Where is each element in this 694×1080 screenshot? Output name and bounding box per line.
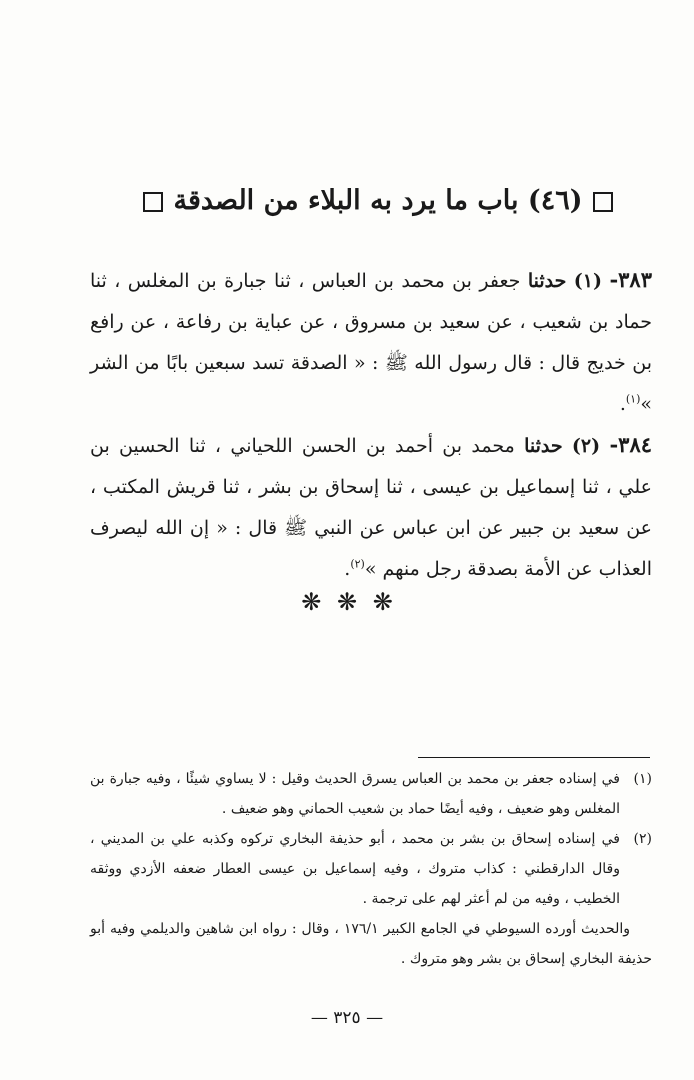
hadith-lead: حدثنا — [527, 270, 567, 292]
asterism-icon: ❋ — [336, 588, 358, 616]
section-separator — [200, 584, 494, 620]
hadith-number: ٣٨٣- — [609, 267, 652, 292]
hadith-lead: حدثنا — [524, 435, 563, 457]
hadith-text: جعفر بن محمد بن العباس ، ثنا جبارة بن المغلس ، ثنا حماد بن شعيب ، عن سعيد بن مسروق ، عن عباية بن رفاعة ، عن رافع بن خديج قال : قال رسول الله ﷺ : « الصدقة تسد سبعين بابًا من الشر » — [90, 270, 652, 415]
footnote-number: (٢) — [633, 831, 652, 847]
page-number: — ٣٢٥ — — [310, 1008, 384, 1028]
footnote-divider — [418, 757, 650, 758]
asterism-icon: ❋ — [372, 588, 393, 616]
hadith-end: . — [619, 393, 626, 415]
footnote-text: في إسناده إسحاق بن بشر بن محمد ، أبو حذيفة البخاري تركوه وكذبه علي بن المديني ، وقال الدارقطني : كذاب متروك ، وفيه إسماعيل بن عيسى العطار ضعفه الأزدي ووثقه الخطيب ، وفيه من لم أعثر لهم على ترجمة . — [90, 831, 620, 907]
footnote-2 — [90, 824, 652, 914]
hadith-sub-number: (١) — [573, 270, 602, 292]
hadith-text: محمد بن أحمد بن الحسن اللحياني ، ثنا الحسين بن علي ، ثنا إسماعيل بن عيسى ، ثنا إسحاق بن بشر ، ثنا قريش المكتب ، عن سعيد بن جبير عن ابن عباس عن النبي ﷺ قال : « إن الله ليصرف العذاب عن الأمة بصدقة رجل منهم » — [90, 435, 652, 580]
footnote-continuation: والحديث أورده السيوطي في الجامع الكبير ١٧٦/١ ، وقال : رواه ابن شاهين والديلمي وفيه أبو حذيفة البخاري إسحاق بن بشر وهو متروك . — [90, 921, 652, 967]
hadith-end: . — [344, 558, 351, 580]
hadith-sub-number: (٢) — [571, 435, 601, 457]
hadith-384 — [90, 424, 652, 590]
hadith-number: ٣٨٤- — [609, 432, 653, 457]
asterism-icon: ❋ — [301, 588, 322, 616]
hadith-383 — [90, 259, 652, 425]
footnote-ref[interactable]: (٢) — [350, 557, 365, 571]
footnotes — [90, 764, 652, 974]
footnote-text: في إسناده جعفر بن محمد بن العباس يسرق الحديث وقيل : لا يساوي شيئًا ، وفيه جبارة بن المغلس وهو ضعيف ، وفيه أيضًا حماد بن شعيب الحماني وهو ضعيف . — [90, 771, 620, 817]
chapter-title-text: (٤٦) باب ما يرد به البلاء من الصدقة — [173, 185, 583, 216]
footnote-1 — [90, 764, 652, 824]
square-outline-icon — [593, 192, 613, 212]
footnote-ref[interactable]: (١) — [625, 392, 641, 406]
footnote-number: (١) — [633, 771, 652, 787]
square-outline-icon — [143, 192, 163, 212]
chapter-title — [128, 176, 628, 226]
